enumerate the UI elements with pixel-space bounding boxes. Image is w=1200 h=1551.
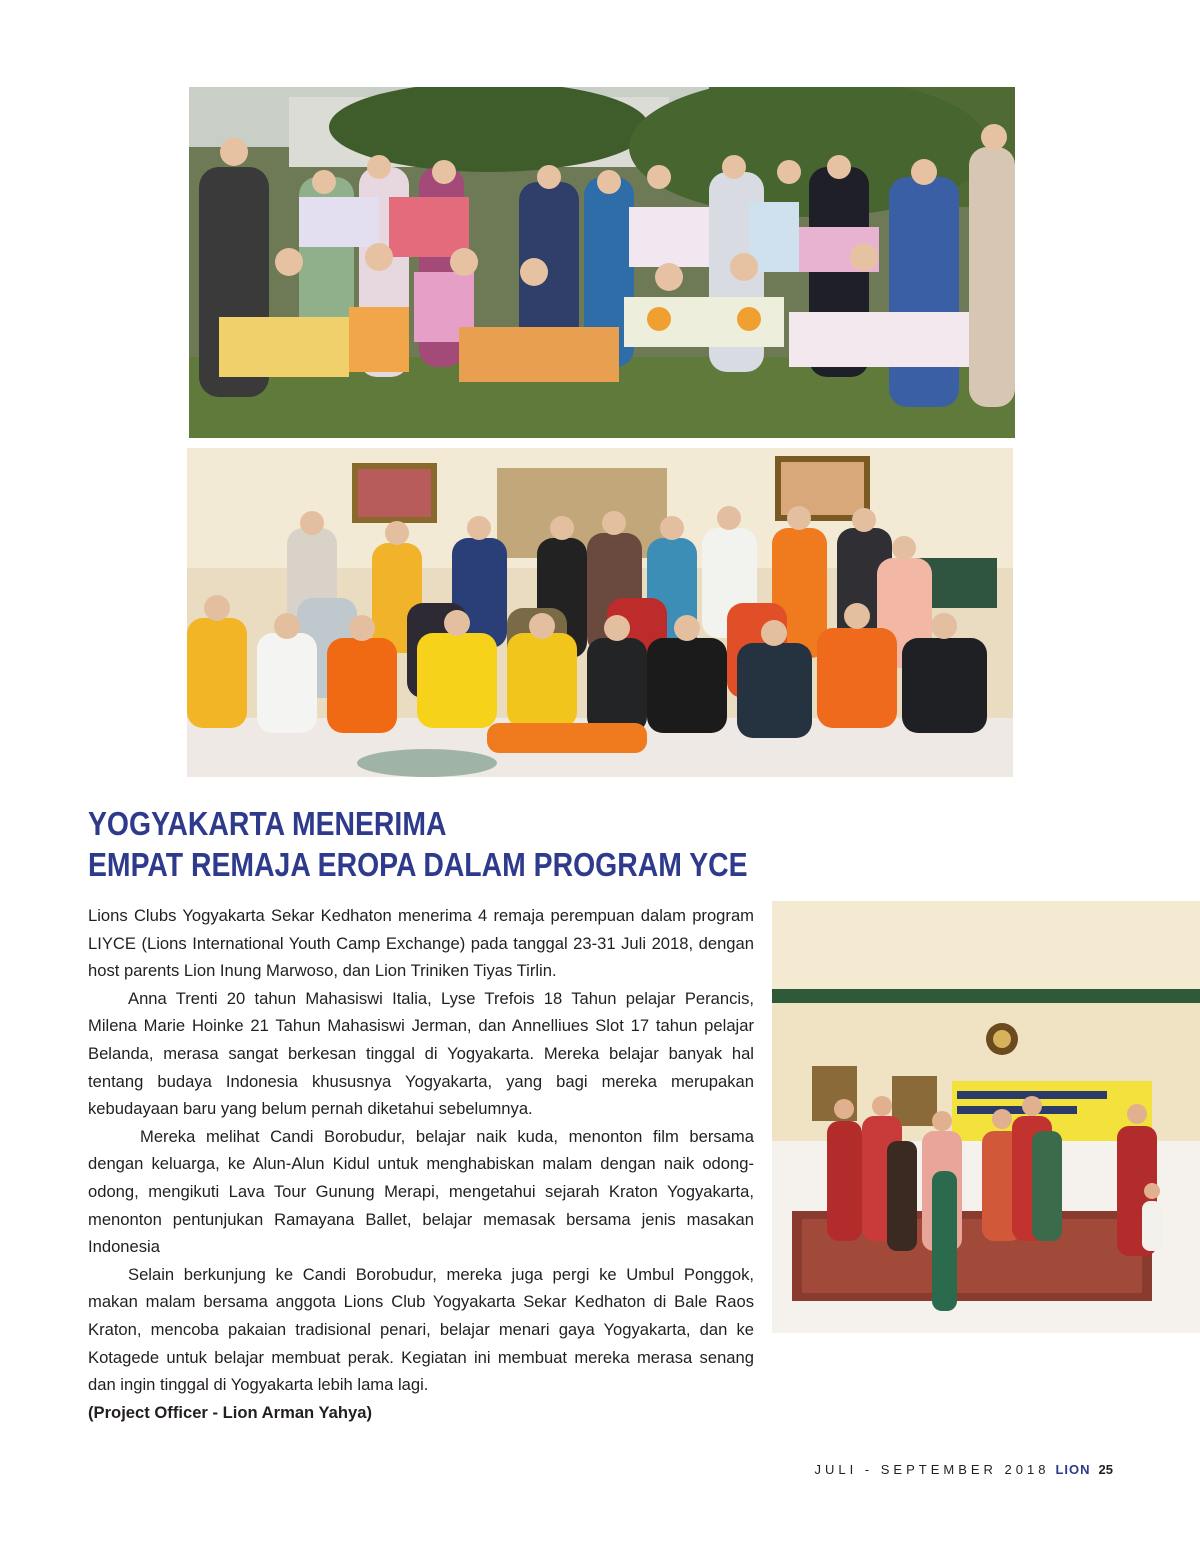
headline-line-1: YOGYAKARTA MENERIMA bbox=[88, 805, 447, 842]
group-photo-outdoor-batik bbox=[189, 87, 1015, 438]
group-photo-indoor bbox=[187, 448, 1013, 777]
article-body bbox=[88, 902, 754, 1426]
article-credit: (Project Officer - Lion Arman Yahya) bbox=[88, 1402, 373, 1422]
footer-issue-date: JULI - SEPTEMBER 2018 bbox=[814, 1462, 1050, 1477]
footer-magazine-name: LION bbox=[1055, 1462, 1091, 1477]
page-number: 25 bbox=[1098, 1462, 1113, 1477]
article-paragraph: Anna Trenti 20 tahun Mahasiswi Italia, Lyse Trefois 18 Tahun pelajar Perancis, Milena Marie Hoinke 21 Tahun Mahasiswi Jerman, dan Annelliues Slot 17 tahun pelajar Belanda, merasa sangat berkesan tinggal di Yogyakarta. Mereka belajar banyak hal tentang budaya Indonesia khususnya Yogyakarta, yang bagi mereka merupakan kebudayaan baru yang belum pernah diketahui sebelumnya. bbox=[88, 988, 754, 1119]
article-paragraph: Mereka melihat Candi Borobudur, belajar naik kuda, menonton film bersama dengan keluarga, ke Alun-Alun Kidul untuk menghabiskan malam dengan naik odong-odong, mengikuti Lava Tour Gunung Merapi, mengetahui sejarah Kraton Yogyakarta, menonton pentunjukan Ramayana Ballet, belajar memasak bersama jenis masakan Indonesia bbox=[88, 1126, 754, 1257]
dance-performance-photo bbox=[772, 901, 1200, 1333]
article-headline bbox=[88, 803, 748, 885]
article-paragraph: Selain berkunjung ke Candi Borobudur, mereka juga pergi ke Umbul Ponggok, makan malam bersama anggota Lions Club Yogyakarta Sekar Kedhaton di Bale Raos Kraton, mencoba pakaian tradisional penari, belajar menari gaya Yogyakarta, dan ke Kotagede untuk belajar membuat perak. Kegiatan ini membuat mereka merasa senang dan ingin tinggal di Yogyakarta lebih lama lagi. bbox=[88, 1264, 754, 1395]
headline-line-2: EMPAT REMAJA EROPA DALAM PROGRAM YCE bbox=[88, 846, 748, 883]
article-paragraph: Lions Clubs Yogyakarta Sekar Kedhaton menerima 4 remaja perempuan dalam program LIYCE (Lions International Youth Camp Exchange) pada tanggal 23-31 Juli 2018, dengan host parents Lion Inung Marwoso, dan Lion Triniken Tiyas Tirlin. bbox=[88, 906, 754, 981]
page-footer bbox=[814, 1462, 1113, 1477]
